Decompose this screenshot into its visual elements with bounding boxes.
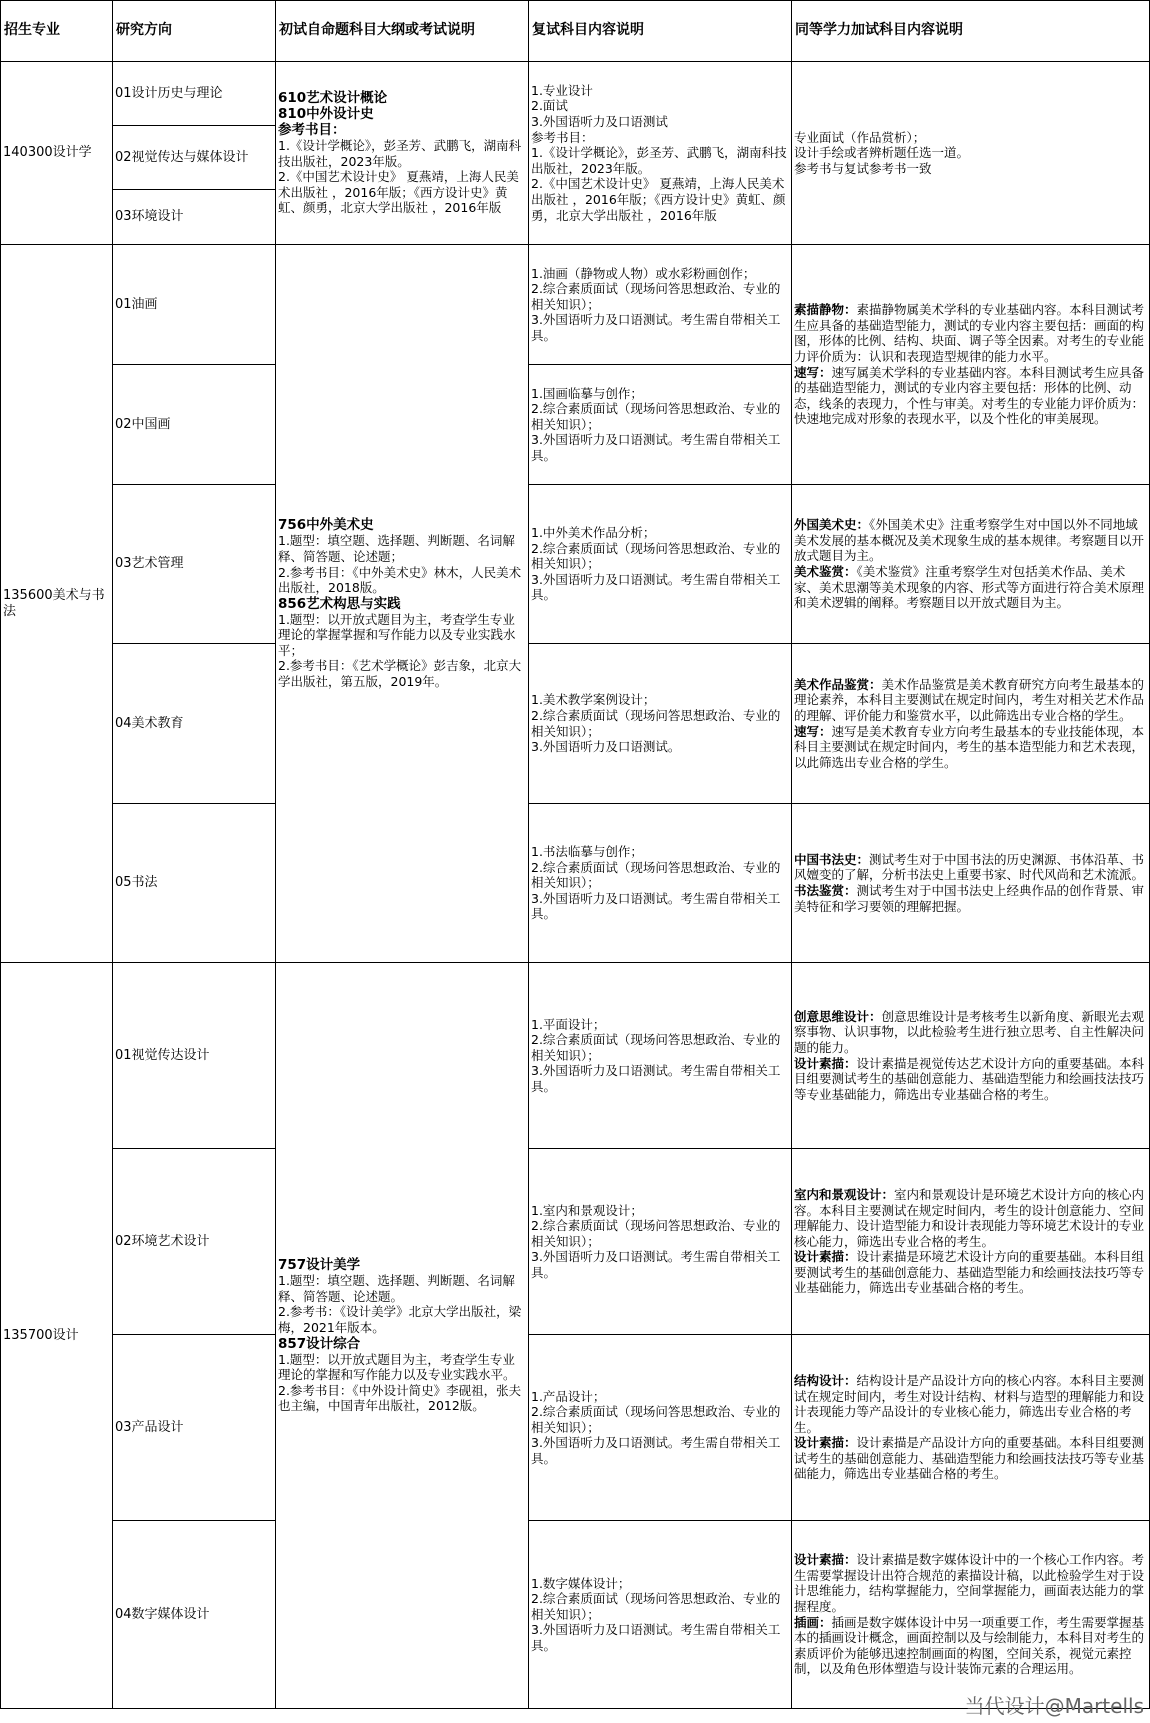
equiv-item — [794, 1615, 1147, 1677]
equiv-item — [794, 883, 1147, 914]
subject-title: 857设计综合 — [278, 1335, 361, 1352]
retest-line: 3.外国语听力及口语测试。考生需自带相关工具。 — [531, 312, 781, 343]
equiv-label: 外国美术史： — [794, 517, 870, 533]
retest-line: 1.产品设计； — [531, 1388, 606, 1404]
reference-line: 2.《中国艺术设计史》 夏燕靖，上海人民美术出版社 ，2016年版；《西方设计史》黄虹、颜勇，北京大学出版社 ，2016年版 — [278, 169, 519, 216]
header-retest: 复试科目内容说明 — [529, 1, 792, 62]
equiv-text: 结构设计是产品设计方向的核心内容。本科目主要测试在规定时间内，考生对设计结构、材料与造型的理解能力和设计表现能力等产品设计的专业核心能力，筛选出专业合格的考生。 — [794, 1372, 1145, 1435]
retest-line: 1.平面设计； — [531, 1016, 606, 1032]
equiv-text: 设计素描是数字媒体设计中的一个核心工作内容。考生需要掌握设计出符合规范的素描设计稿，以此检验学生对于设计思维能力，结构掌握能力，空间掌握能力，画面表达能力的掌握程度。 — [794, 1552, 1145, 1614]
header-direction: 研究方向 — [113, 1, 276, 62]
equiv-label: 设计素描： — [794, 1552, 857, 1568]
equiv-cell — [792, 804, 1150, 963]
equiv-text: 设计素描是视觉传达艺术设计方向的重要基础。本科目组要测试考生的基础创意能力、基础造型能力和绘画技法技巧等专业基础能力，筛选出专业基础合格的考生。 — [794, 1055, 1145, 1102]
subject-title: 856艺术构思与实践 — [278, 595, 401, 612]
direction-cell: 01油画 — [113, 245, 276, 365]
equiv-line: 参考书与复试参考书一致 — [794, 160, 932, 176]
direction-cell: 05书法 — [113, 804, 276, 963]
equiv-line: 专业面试（作品赏析）； — [794, 129, 926, 145]
equiv-text: 《美术鉴赏》注重考察学生对包括美术作品、美术家、美术思潮等美术现象的内容、形式等方面进行符合美术原理和美术逻辑的阐释。考察题目以开放式题目为主。 — [794, 564, 1145, 611]
retest-line: 2.综合素质面试（现场问答思想政治、专业的相关知识）； — [531, 1591, 781, 1622]
retest-line: 3.外国语听力及口语测试。考生需自带相关工具。 — [531, 890, 781, 922]
watermark: 当代设计@Martells — [964, 1694, 1144, 1718]
equiv-label: 书法鉴赏： — [794, 883, 857, 898]
equiv-text: 设计素描是产品设计方向的重要基础。本科目组要测试考生的基础创意能力、基础造型能力和绘画技法技巧等专业基础能力，筛选出专业基础合格的考生。 — [794, 1435, 1145, 1482]
equiv-item — [794, 677, 1147, 724]
retest-line: 3.外国语听力及口语测试 — [531, 114, 668, 130]
retest-line: 1.美术教学案例设计； — [531, 692, 656, 708]
equiv-item — [794, 724, 1147, 771]
equiv-label: 室内和景观设计： — [794, 1186, 895, 1202]
table-row — [1, 485, 1150, 644]
retest-line: 2.《中国艺术设计史》 夏燕靖，上海人民美术出版社 ，2016年版；《西方设计史》黄虹、颜勇，北京大学出版社 ，2016年版 — [531, 176, 786, 223]
retest-line: 参考书目： — [531, 129, 594, 145]
equiv-item — [794, 517, 1147, 564]
equiv-label: 创意思维设计： — [794, 1008, 882, 1024]
prelim-cell — [276, 963, 529, 1709]
reference-heading: 参考书目： — [278, 122, 346, 139]
equiv-label: 插画： — [794, 1614, 832, 1630]
subject-title: 756中外美术史 — [278, 517, 374, 534]
retest-cell — [529, 245, 792, 365]
equiv-text: 室内和景观设计是环境艺术设计方向的核心内容。本科目主要测试在规定时间内，考生的设计创意能力、空间理解能力、设计造型能力和设计表现能力等环境艺术设计的专业核心能力，筛选出专业合格的考生。 — [794, 1186, 1145, 1249]
major-cell: 135600美术与书法 — [1, 245, 113, 963]
retest-line: 3.外国语听力及口语测试。考生需自带相关工具。 — [531, 1435, 781, 1466]
equiv-cell — [792, 245, 1150, 485]
equiv-cell — [792, 1521, 1150, 1709]
direction-cell: 04数字媒体设计 — [113, 1521, 276, 1709]
direction-cell: 03环境设计 — [113, 190, 276, 245]
retest-line: 3.外国语听力及口语测试。考生需自带相关工具。 — [531, 432, 781, 463]
retest-line: 1.书法临摹与创作； — [531, 844, 643, 860]
header-prelim: 初试自命题科目大纲或考试说明 — [276, 1, 529, 62]
equiv-item — [794, 1552, 1147, 1614]
direction-cell: 04美术教育 — [113, 644, 276, 804]
retest-line: 1.数字媒体设计； — [531, 1575, 631, 1591]
equiv-label: 设计素描： — [794, 1435, 857, 1451]
table-header-row — [1, 1, 1150, 62]
equiv-cell — [792, 485, 1150, 644]
equiv-label: 素描静物： — [794, 302, 857, 318]
direction-cell: 03艺术管理 — [113, 485, 276, 644]
subject-title: 610艺术设计概论 — [278, 90, 388, 107]
retest-line: 3.外国语听力及口语测试。考生需自带相关工具。 — [531, 1622, 781, 1653]
retest-line: 3.外国语听力及口语测试。 — [531, 739, 681, 755]
subject-title: 757设计美学 — [278, 1257, 361, 1274]
table-row — [1, 1335, 1150, 1521]
table-row — [1, 245, 1150, 365]
equiv-item — [794, 1187, 1147, 1249]
retest-line: 1.中外美术作品分析； — [531, 525, 656, 541]
retest-line: 1.专业设计 — [531, 82, 593, 98]
retest-line: 2.综合素质面试（现场问答思想政治、专业的相关知识）； — [531, 1404, 781, 1435]
retest-line: 3.外国语听力及口语测试。考生需自带相关工具。 — [531, 571, 781, 603]
retest-cell — [529, 804, 792, 963]
prelim-line: 1.题型：以开放式题目为主，考查学生专业理论的掌握和写作能力以及专业实践水平。 — [278, 1351, 516, 1383]
equiv-line: 设计手绘或者辨析题任选一道。 — [794, 145, 970, 161]
equiv-text: 插画是数字媒体设计中另一项重要工作，考生需要掌握基本的插画设计概念，画面控制以及与绘制能力，本科目对考生的素质评价为能够迅速控制画面的构图，空间关系，视觉元素控制，以及角色形体塑造与设计装饰元素的合理运用。 — [794, 1614, 1145, 1677]
equiv-item — [794, 1009, 1147, 1056]
equiv-item — [794, 1056, 1147, 1103]
prelim-line: 1.题型：填空题、选择题、判断题、名词解释、简答题、论述题。 — [278, 1273, 515, 1304]
table-row — [1, 1521, 1150, 1709]
equiv-cell — [792, 62, 1150, 245]
equiv-item — [794, 302, 1147, 364]
equiv-text: 速写属美术学科的专业基础内容。本科目测试考生应具备的基础造型能力，测试的专业内容主要包括：形体的比例、动态，线条的表现力，个性与审美。对考生的专业能力评价质为：快速地完成对形象的表现水平，以及个性化的审美展现。 — [794, 364, 1145, 427]
equiv-text: 素描静物属美术学科的专业基础内容。本科目测试考生应具备的基础造型能力，测试的专业内容主要包括：画面的构图，形体的比例、结构、块面、调子等全因素。对考生的专业能力评价质为：认识和表现造型规律的能力水平。 — [794, 302, 1145, 364]
equiv-text: 测试考生对于中国书法的历史渊源、书体沿革、书风嬗变的了解，分析书法史上重要书家、时代风尚和艺术流派。 — [794, 851, 1145, 883]
table-row — [1, 644, 1150, 804]
direction-cell: 02中国画 — [113, 365, 276, 485]
prelim-line: 2.参考书目：《艺术学概论》彭吉象，北京大学出版社，第五版，2019年。 — [278, 658, 522, 690]
retest-line: 2.综合素质面试（现场问答思想政治、专业的相关知识）； — [531, 1032, 781, 1063]
retest-line: 1.油画（静物或人物）或水彩粉画创作； — [531, 265, 756, 281]
direction-cell: 02环境艺术设计 — [113, 1149, 276, 1335]
equiv-label: 结构设计： — [794, 1372, 857, 1388]
equiv-text: 美术作品鉴赏是美术教育研究方向考生最基本的理论素养，本科目主要测试在规定时间内，考生对相关艺术作品的理解、评价能力和鉴赏水平，以此筛选出专业合格的学生。 — [794, 676, 1145, 723]
table-row — [1, 62, 1150, 126]
equiv-cell — [792, 644, 1150, 804]
retest-cell — [529, 963, 792, 1149]
retest-cell — [529, 1521, 792, 1709]
table-row — [1, 1149, 1150, 1335]
equiv-label: 速写： — [794, 364, 832, 380]
prelim-line: 1.题型：填空题、选择题、判断题、名词解释、简答题、论述题； — [278, 533, 515, 564]
retest-line: 2.面试 — [531, 98, 568, 114]
equiv-label: 设计素描： — [794, 1249, 857, 1265]
retest-line: 2.综合素质面试（现场问答思想政治、专业的相关知识）； — [531, 1218, 781, 1249]
prelim-line: 2.参考书目：《中外美术史》林木，人民美术出版社，2018版。 — [278, 564, 522, 596]
retest-line: 2.综合素质面试（现场问答思想政治、专业的相关知识）； — [531, 859, 781, 891]
equiv-item — [794, 852, 1147, 883]
equiv-item — [794, 1249, 1147, 1296]
reference-line: 1.《设计学概论》，彭圣芳、武鹏飞，湖南科技出版社，2023年版。 — [278, 138, 522, 169]
prelim-line: 2.参考书目：《中外设计简史》李砚祖，张夫也主编，中国青年出版社，2012版。 — [278, 1382, 522, 1414]
prelim-line: 2.参考书：《设计美学》北京大学出版社，梁梅，2021年版本。 — [278, 1304, 522, 1335]
equiv-text: 设计素描是环境艺术设计方向的重要基础。本科目组要测试考生的基础创意能力、基础造型能力和绘画技法技巧等专业基础能力，筛选出专业基础合格的考生。 — [794, 1249, 1145, 1296]
prelim-line: 1.题型：以开放式题目为主，考查学生专业理论的掌握掌握和写作能力以及专业实践水平； — [278, 611, 516, 658]
retest-cell — [529, 1335, 792, 1521]
header-equiv: 同等学力加试科目内容说明 — [792, 1, 1150, 62]
retest-line: 2.综合素质面试（现场问答思想政治、专业的相关知识）； — [531, 540, 781, 572]
prelim-cell — [276, 245, 529, 963]
equiv-cell — [792, 963, 1150, 1149]
retest-cell — [529, 644, 792, 804]
table-row — [1, 804, 1150, 963]
direction-cell: 02视觉传达与媒体设计 — [113, 126, 276, 190]
subject-title: 810中外设计史 — [278, 106, 374, 123]
equiv-label: 美术作品鉴赏： — [794, 676, 882, 692]
retest-line: 3.外国语听力及口语测试。考生需自带相关工具。 — [531, 1063, 781, 1094]
direction-cell: 01设计历史与理论 — [113, 62, 276, 126]
major-cell: 135700设计 — [1, 963, 113, 1709]
equiv-text: 测试考生对于中国书法史上经典作品的创作背景、审美特征和学习要领的理解把握。 — [794, 883, 1145, 914]
retest-line: 1.国画临摹与创作； — [531, 385, 643, 401]
retest-line: 2.综合素质面试（现场问答思想政治、专业的相关知识）； — [531, 707, 781, 739]
retest-line: 1.室内和景观设计； — [531, 1202, 643, 1218]
equiv-text: 《外国美术史》注重考察学生对中国以外不同地域美术发展的基本概况及美术现象生成的基本规律。考察题目以开放式题目为主。 — [794, 517, 1145, 564]
retest-cell — [529, 485, 792, 644]
retest-cell — [529, 1149, 792, 1335]
equiv-item — [794, 1373, 1147, 1435]
equiv-item — [794, 365, 1147, 427]
equiv-text: 速写是美术教育专业方向考生最基本的专业技能体现，本科目主要测试在规定时间内，考生的基本造型能力和艺术表现，以此筛选出专业合格的学生。 — [794, 723, 1145, 770]
equiv-label: 美术鉴赏： — [794, 564, 857, 579]
retest-line: 2.综合素质面试（现场问答思想政治、专业的相关知识）； — [531, 281, 781, 312]
retest-line: 3.外国语听力及口语测试。考生需自带相关工具。 — [531, 1249, 781, 1280]
retest-line: 2.综合素质面试（现场问答思想政治、专业的相关知识）； — [531, 401, 781, 432]
equiv-label: 中国书法史： — [794, 851, 870, 867]
major-cell: 140300设计学 — [1, 62, 113, 245]
retest-cell — [529, 365, 792, 485]
equiv-cell — [792, 1335, 1150, 1521]
retest-cell — [529, 62, 792, 245]
equiv-label: 速写： — [794, 723, 832, 739]
equiv-label: 设计素描： — [794, 1055, 857, 1071]
equiv-text: 创意思维设计是考核考生以新角度、新眼光去观察事物、认识事物，以此检验考生进行独立思考、自主性解决问题的能力。 — [794, 1008, 1145, 1055]
equiv-item — [794, 564, 1147, 611]
direction-cell: 03产品设计 — [113, 1335, 276, 1521]
equiv-cell — [792, 1149, 1150, 1335]
retest-line: 1.《设计学概论》，彭圣芳、武鹏飞，湖南科技出版社，2023年版。 — [531, 145, 787, 176]
direction-cell: 01视觉传达设计 — [113, 963, 276, 1149]
header-major: 招生专业 — [1, 1, 113, 62]
table-row — [1, 963, 1150, 1149]
equiv-item — [794, 1435, 1147, 1482]
prelim-cell — [276, 62, 529, 245]
